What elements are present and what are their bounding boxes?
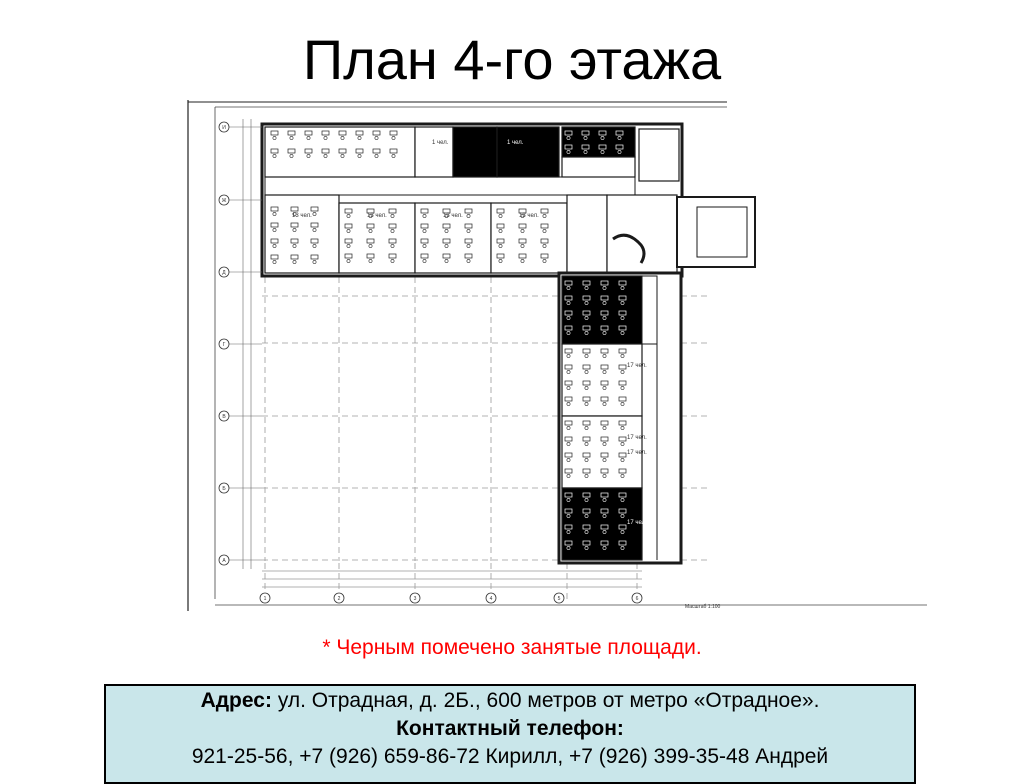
axis-letter: Ж (221, 198, 227, 204)
room-small-1 (567, 195, 607, 273)
room-label: 1 чел. (432, 140, 449, 146)
room-occupied-top-1 (453, 127, 497, 177)
room-occupied-top-2 (497, 127, 559, 177)
annex (677, 197, 755, 267)
corridor-top (265, 177, 635, 195)
room-label: 17 чел. (627, 450, 647, 456)
phones: 921-25-56, +7 (926) 659-86-72 Кирилл, +7 (926) 399-35-48 Андрей (191, 745, 829, 768)
stairs-icon (639, 129, 679, 181)
axis-letter: А (222, 558, 226, 564)
legend-note: * Черным помечено занятые площади. (322, 636, 702, 659)
axis-letter: Г (222, 342, 226, 348)
right-wing (559, 273, 681, 563)
address-line (106, 687, 914, 715)
room-label: 1 чел. (507, 140, 524, 146)
room-label: 13 чел. (443, 213, 463, 219)
axis-number: 1 (263, 596, 267, 602)
address-label: Адрес: (200, 689, 272, 712)
room-occupied-top-3 (562, 127, 635, 157)
axis-letters (219, 122, 262, 565)
axis-number: 2 (337, 596, 341, 602)
room-label: 17 чел. (627, 520, 647, 526)
slide-title: План 4-го этажа (302, 28, 722, 91)
axis-number: 6 (635, 596, 639, 602)
floor-plan (187, 99, 927, 612)
room-top-6 (562, 157, 635, 177)
room-top-1 (265, 127, 415, 177)
wc-room (697, 207, 747, 257)
axis-number: 4 (489, 596, 493, 602)
room-occupied-right-1 (562, 276, 642, 344)
axis-number: 5 (557, 596, 561, 602)
room-label: 13 чел. (367, 213, 387, 219)
axis-letter: Б (222, 486, 226, 492)
phone-label-line (106, 715, 914, 743)
floor-plan-drawing (187, 99, 927, 612)
room-top-2 (415, 127, 453, 177)
corridor-right-1 (642, 276, 657, 344)
room-17-1 (562, 344, 642, 416)
room-label: 13 чел. (292, 213, 312, 219)
contact-box (104, 684, 916, 784)
axis-letter: И (222, 125, 226, 131)
room-label: 13 чел. (519, 213, 539, 219)
room-label: 17 чел. (627, 435, 647, 441)
scale-label: Масштаб 1:100 (685, 604, 721, 610)
axis-numbers (260, 593, 642, 603)
axis-letter: Д (222, 270, 226, 276)
phone-label: Контактный телефон: (396, 717, 624, 740)
axis-letter: В (222, 414, 226, 420)
top-wing (262, 124, 682, 276)
room-label: 17 чел. (627, 363, 647, 369)
axis-number: 3 (413, 596, 417, 602)
address-text: ул. Отрадная, д. 2Б., 600 метров от метро «Отрадное». (277, 689, 820, 712)
